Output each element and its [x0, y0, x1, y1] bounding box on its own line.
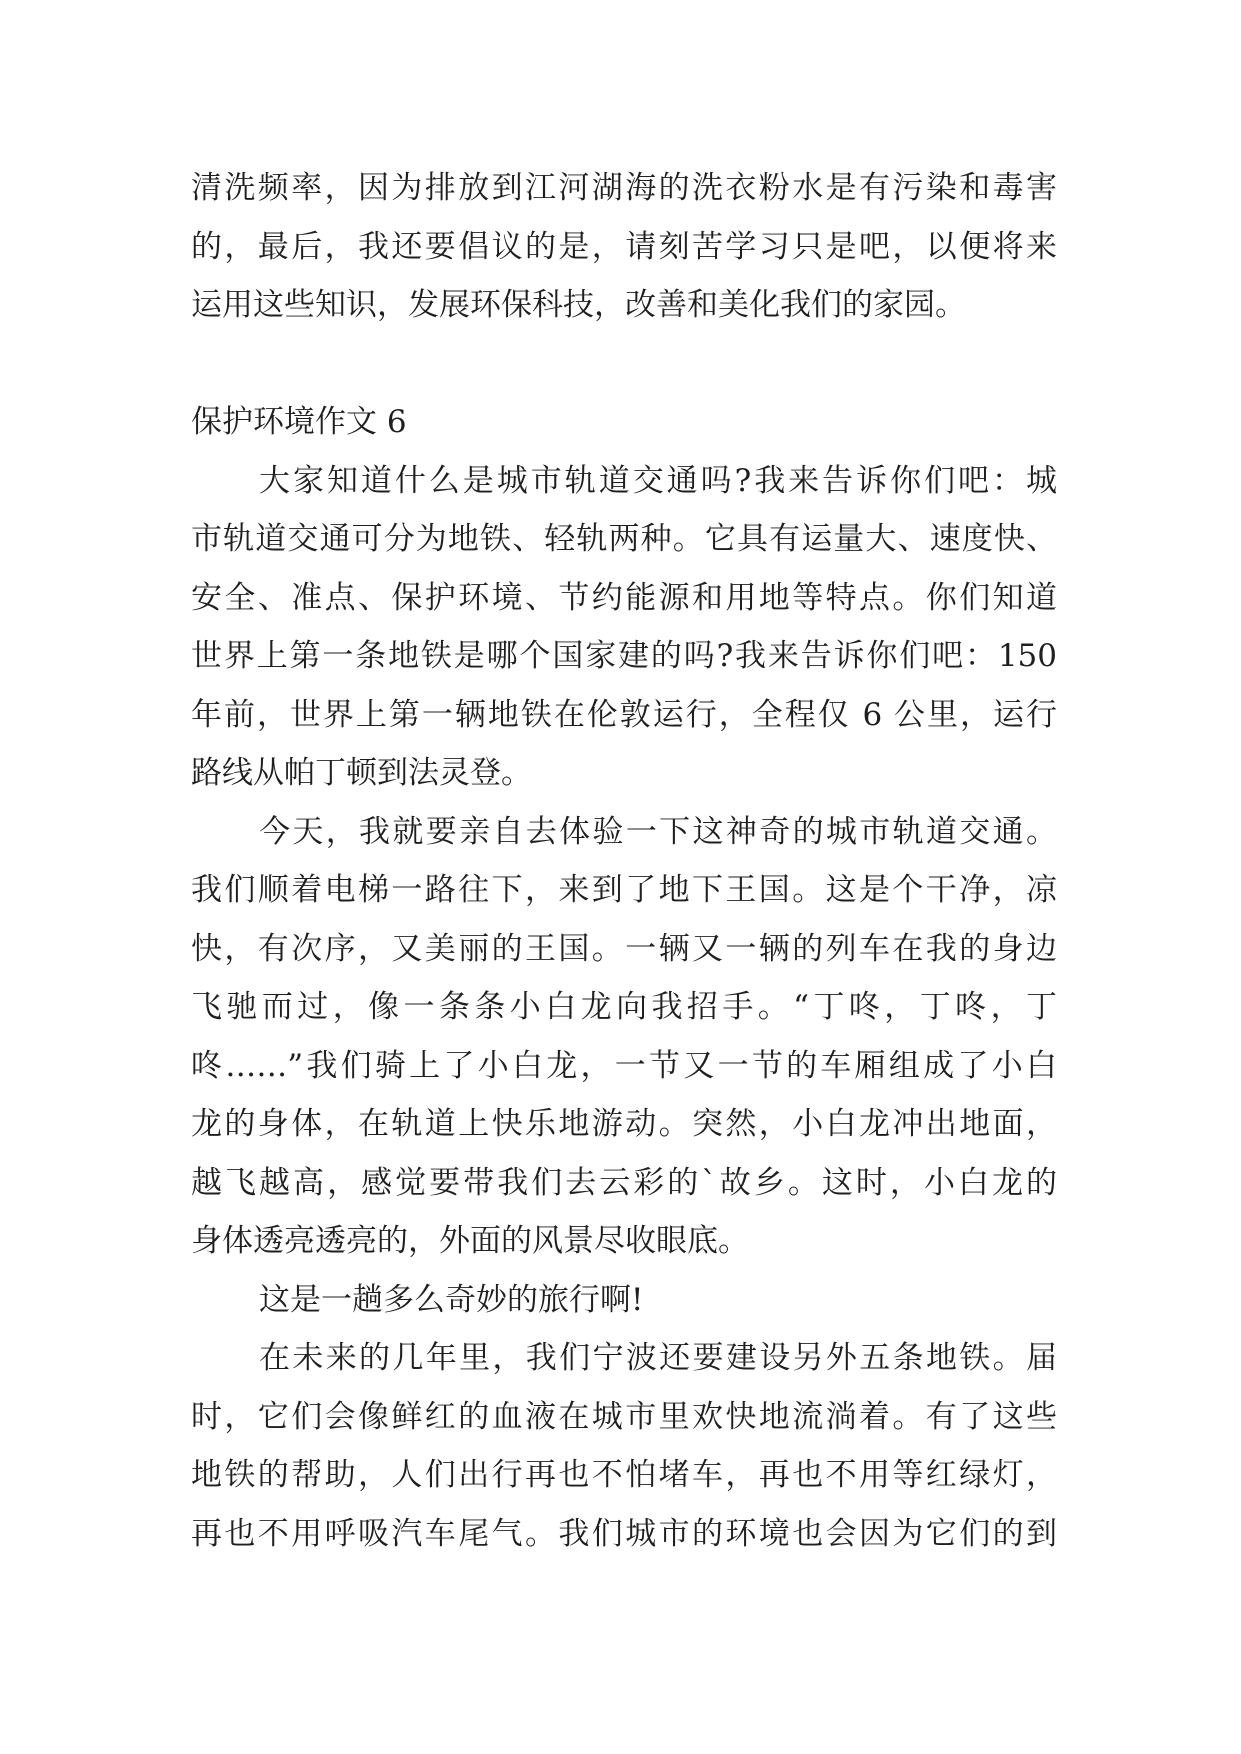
- document-body: [191, 159, 1057, 1563]
- text-line: 大家知道什么是城市轨道交通吗?我来告诉你们吧：城: [259, 462, 1057, 499]
- text-line: 市轨道交通可分为地铁、轻轨两种。它具有运量大、速度快、: [191, 521, 1057, 557]
- text-line: 清洗频率，因为排放到江河湖海的洗衣粉水是有污染和毒害: [191, 170, 1057, 206]
- text-line: 时，它们会像鲜红的血液在城市里欢快地流淌着。有了这些: [191, 1398, 1057, 1435]
- text-line: 安全、准点、保护环境、节约能源和用地等特点。你们知道: [191, 579, 1057, 616]
- text-line: 这是一趟多么奇妙的旅行啊!: [259, 1281, 644, 1318]
- text-line: 地铁的帮助，人们出行再也不怕堵车，再也不用等红绿灯，: [191, 1457, 1057, 1493]
- text-line: 咚……”我们骑上了小白龙，一节又一节的车厢组成了小白: [191, 1047, 1057, 1084]
- text-line: 我们顺着电梯一路往下，来到了地下王国。这是个干净，凉: [191, 872, 1057, 908]
- text-line: 再也不用呼吸汽车尾气。我们城市的环境也会因为它们的到: [191, 1515, 1057, 1552]
- text-line: 在未来的几年里，我们宁波还要建设另外五条地铁。届: [259, 1340, 1057, 1376]
- text-line: 快，有次序，又美丽的王国。一辆又一辆的列车在我的身边: [191, 930, 1057, 967]
- blank-line: [191, 335, 1057, 394]
- text-line: 越飞越高，感觉要带我们去云彩的`故乡。这时，小白龙的: [191, 1164, 1057, 1201]
- text-line: 龙的身体，在轨道上快乐地游动。突然，小白龙冲出地面，: [191, 1106, 1057, 1142]
- text-line: 路线从帕丁顿到法灵登。: [191, 755, 532, 791]
- text-line: 的，最后，我还要倡议的是，请刻苦学习只是吧，以便将来: [191, 228, 1057, 265]
- text-line: 身体透亮透亮的，外面的风景尽收眼底。: [191, 1223, 749, 1259]
- text-line: 世界上第一条地铁是哪个国家建的吗?我来告诉你们吧：150: [191, 638, 1057, 674]
- text-line: 年前，世界上第一辆地铁在伦敦运行，全程仅 6 公里，运行: [191, 696, 1057, 733]
- text-line: 飞驰而过，像一条条小白龙向我招手。“丁咚，丁咚，丁: [191, 989, 1057, 1025]
- text-line: 运用这些知识，发展环保科技，改善和美化我们的家园。: [191, 287, 966, 323]
- text-line: 今天，我就要亲自去体验一下这神奇的城市轨道交通。: [259, 813, 1057, 850]
- section-heading: 保护环境作文 6: [191, 404, 407, 440]
